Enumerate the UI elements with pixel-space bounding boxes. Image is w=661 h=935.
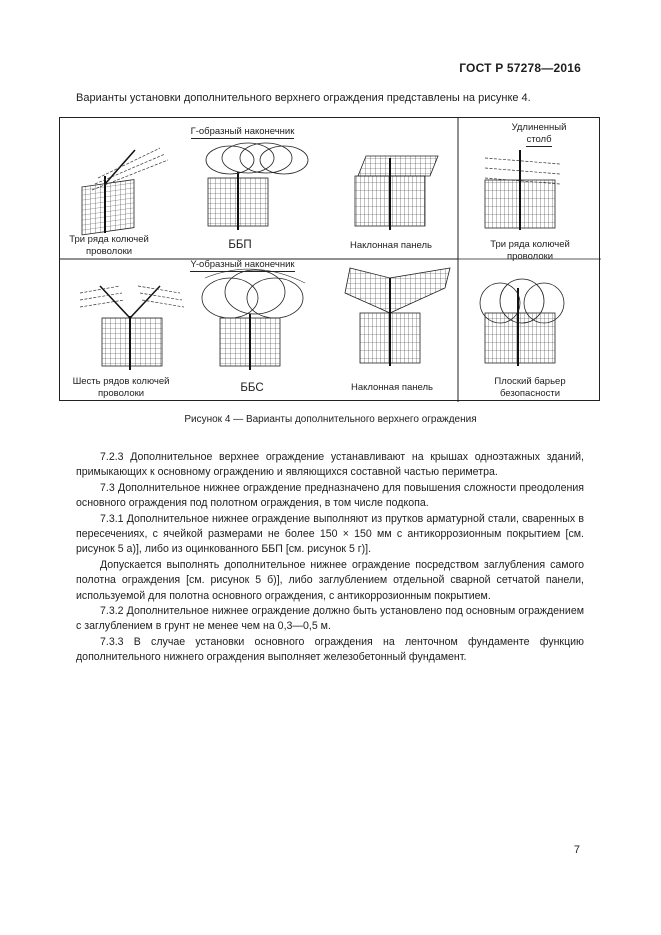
illustration-g-three-rows xyxy=(82,148,168,235)
illustration-y-six-rows xyxy=(80,286,184,370)
label-g-inclined: Наклонная панель xyxy=(349,240,433,251)
illustration-r-flat-barrier xyxy=(480,279,564,366)
label-g-bbp: ББП xyxy=(228,239,252,251)
label-y-inclined: Наклонная панель xyxy=(350,382,434,393)
group-title-g: Г-образный наконечник xyxy=(190,126,295,137)
figure-caption: Рисунок 4 — Варианты дополнительного верхнего ограждения xyxy=(184,414,477,425)
illustration-r-extended-post xyxy=(485,150,560,230)
group-title-extended-post: Удлиненный столб xyxy=(511,122,567,145)
page-number: 7 xyxy=(573,844,580,856)
paragraph-permission: Допускается выполнять дополнительное нижнее ограждение посредством заглубления самого полотна ограждения [см. рисунок 5 б)], либо заглублением отдельной сварной сетчатой панели, используемой для полотна основного ограждения, с антикоррозионным покрытием. xyxy=(76,558,584,602)
illustration-g-inclined xyxy=(355,156,438,230)
label-g-three-rows: Три ряда колючей проволоки xyxy=(69,234,149,257)
paragraph-7-2-3: 7.2.3 Дополнительное верхнее ограждение устанавливают на крышах одноэтажных зданий, примыкающих к основному ограждению и являющихся составной частью периметра. xyxy=(76,451,584,479)
illustration-y-bbs xyxy=(202,269,305,370)
label-r-flat-barrier: Плоский барьер безопасности xyxy=(494,376,566,399)
group-title-y: Y-образный наконечник xyxy=(190,259,295,270)
label-y-six-rows: Шесть рядов колючей проволоки xyxy=(72,376,170,399)
intro-text: Варианты установки дополнительного верхнего ограждения представлены на рисунке 4. xyxy=(76,92,531,104)
paragraph-7-3-1: 7.3.1 Дополнительное нижнее ограждение выполняют из прутков арматурной стали, сваренных в пересечениях, с ячейкой размерами не более 150 × 150 мм с антикоррозионным покрытием [см. рисунок 5 а)], либо из оцинкованного ББП [см. рисунок 5 г)]. xyxy=(76,512,584,556)
figure-4 xyxy=(59,117,600,401)
paragraph-7-3: 7.3 Дополнительное нижнее ограждение предназначено для повышения сложности преодоления основного ограждения под полотном ограждения, в том числе подкопа. xyxy=(76,481,584,510)
body-text xyxy=(76,450,584,666)
label-y-bbs: ББС xyxy=(240,382,264,394)
illustration-g-bbp xyxy=(206,143,308,230)
paragraph-7-3-3: 7.3.3 В случае установки основного ограждения на ленточном фундаменте функцию дополнительного нижнего ограждения выполняет железобетонный фундамент. xyxy=(76,635,584,664)
document-id: ГОСТ Р 57278—2016 xyxy=(459,61,581,75)
illustration-y-inclined xyxy=(345,268,450,366)
label-r-three-rows: Три ряда колючей проволоки xyxy=(490,239,570,262)
paragraph-7-3-2: 7.3.2 Дополнительное нижнее ограждение должно быть установлено под основным ограждением с заглублением в грунт не менее чем на 0,3—0,5 м. xyxy=(76,605,584,633)
